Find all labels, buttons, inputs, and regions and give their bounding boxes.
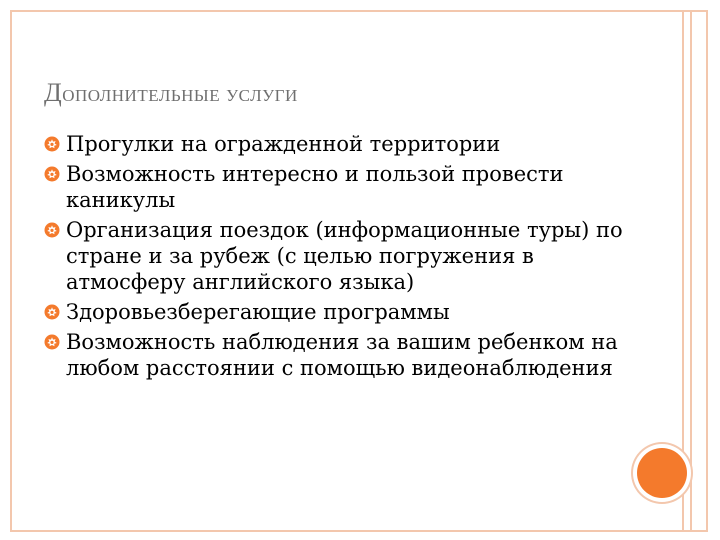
list-item xyxy=(44,299,624,325)
list-item-text: Здоровьезберегающие программы xyxy=(66,300,450,324)
gear-bullet-icon xyxy=(44,334,60,350)
slide-title xyxy=(44,78,298,108)
list-item-text: Возможность интересно и пользой провести каникулы xyxy=(66,162,564,212)
frame-accent-line xyxy=(690,10,692,532)
title-word-1: ОПОЛНИТЕЛЬНЫЕ xyxy=(62,86,221,105)
gear-bullet-icon xyxy=(44,222,60,238)
list-item-text: Возможность наблюдения за вашим ребенком на любом расстоянии с помощью видеонаблюдения xyxy=(66,330,618,380)
title-initial: Д xyxy=(44,78,63,107)
gear-bullet-icon xyxy=(44,136,60,152)
list-item xyxy=(44,161,624,213)
title-word-2: УСЛУГИ xyxy=(226,86,298,105)
list-item-text: Организация поездок (информационные туры) по стране и за рубеж (с целью погружения в атмосферу английского языка) xyxy=(66,218,623,294)
frame-accent-line xyxy=(682,10,684,532)
bullet-list xyxy=(44,131,624,385)
list-item xyxy=(44,131,624,157)
list-item-text: Прогулки на огражденной территории xyxy=(66,132,501,156)
gear-bullet-icon xyxy=(44,166,60,182)
decorative-orange-circle xyxy=(637,448,687,498)
list-item xyxy=(44,329,624,381)
list-item xyxy=(44,217,624,295)
gear-bullet-icon xyxy=(44,304,60,320)
